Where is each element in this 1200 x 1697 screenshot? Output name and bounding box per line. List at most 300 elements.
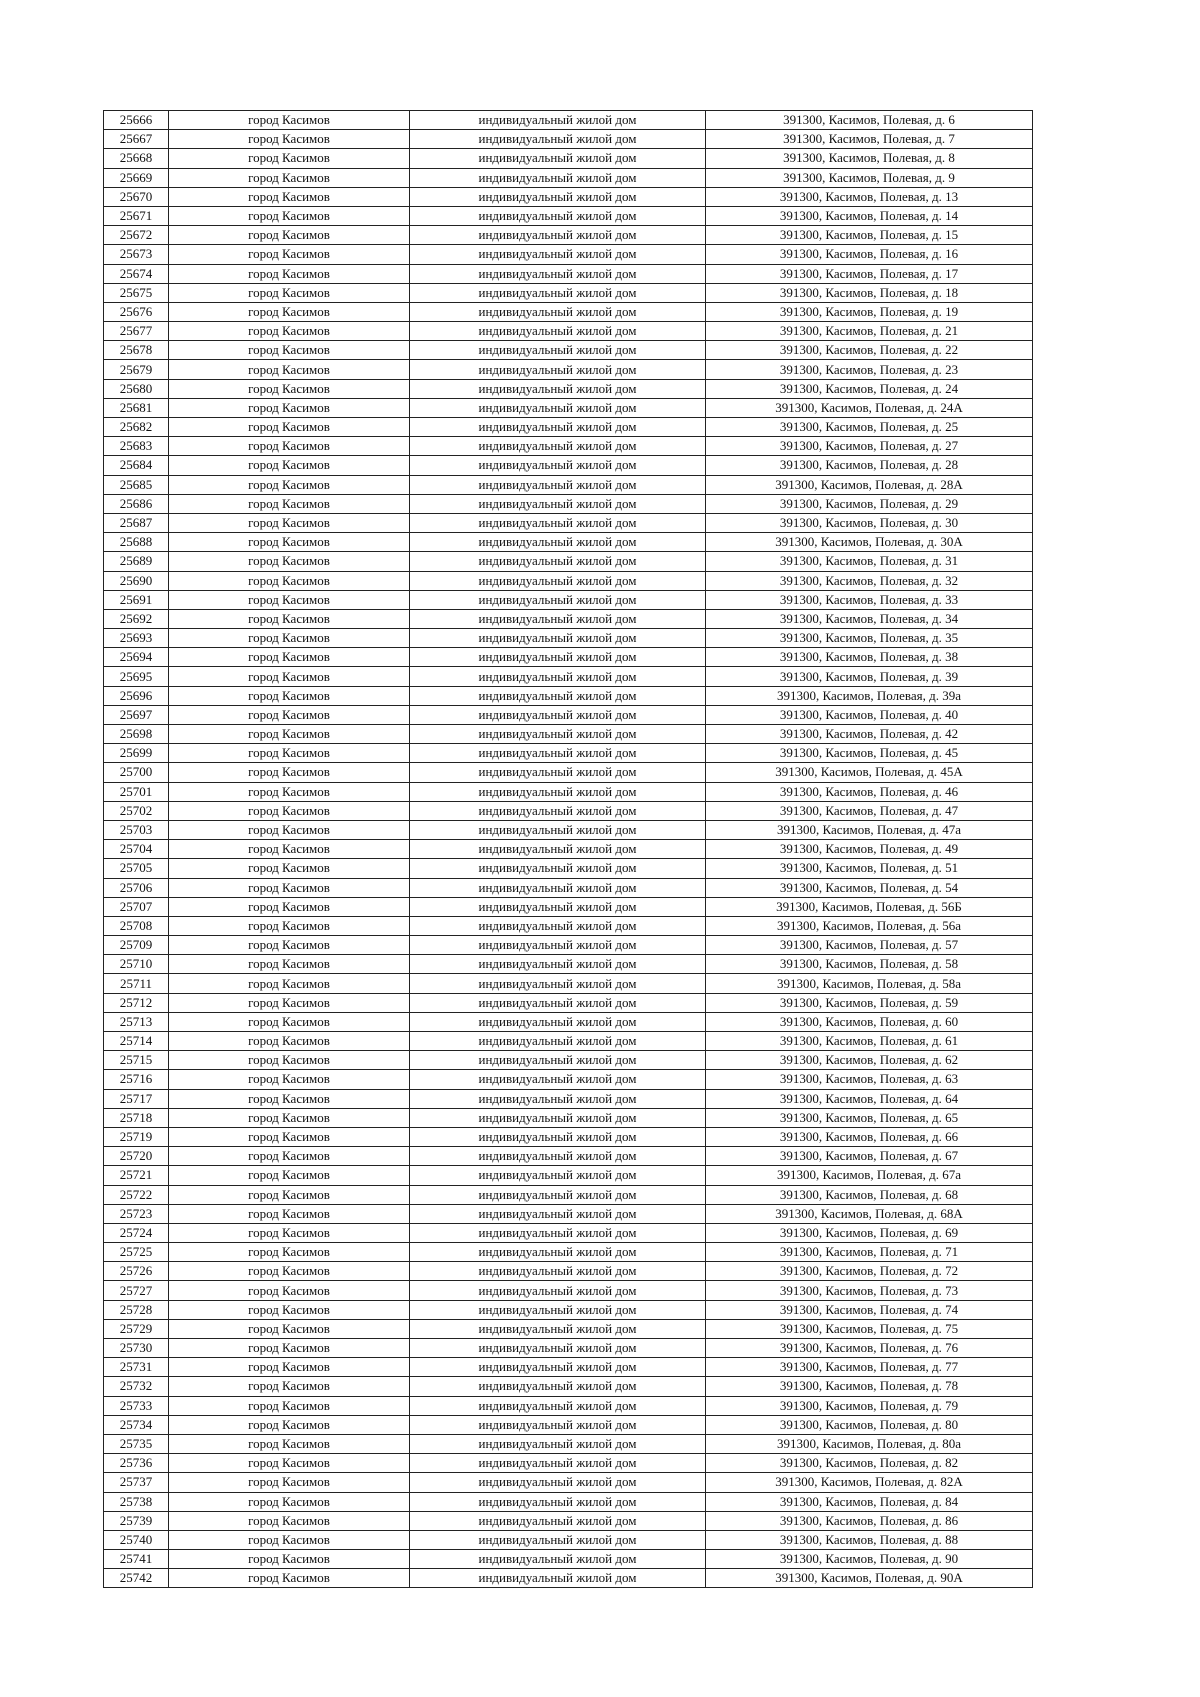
row-number-cell: 25704 (104, 840, 169, 859)
object-type-cell: индивидуальный жилой дом (410, 1070, 706, 1089)
locality-cell: город Касимов (169, 552, 410, 571)
object-type-cell: индивидуальный жилой дом (410, 283, 706, 302)
locality-cell: город Касимов (169, 1281, 410, 1300)
table-row (104, 1108, 1033, 1127)
object-type-cell: индивидуальный жилой дом (410, 801, 706, 820)
object-type-cell: индивидуальный жилой дом (410, 571, 706, 590)
table-body (104, 111, 1033, 1588)
table-row (104, 437, 1033, 456)
address-cell: 391300, Касимов, Полевая, д. 47 (706, 801, 1033, 820)
table-row (104, 1185, 1033, 1204)
locality-cell: город Касимов (169, 878, 410, 897)
table-row (104, 1012, 1033, 1031)
address-cell: 391300, Касимов, Полевая, д. 72 (706, 1262, 1033, 1281)
object-type-cell: индивидуальный жилой дом (410, 475, 706, 494)
table-row (104, 1530, 1033, 1549)
object-type-cell: индивидуальный жилой дом (410, 533, 706, 552)
table-row (104, 744, 1033, 763)
object-type-cell: индивидуальный жилой дом (410, 302, 706, 321)
table-row (104, 955, 1033, 974)
locality-cell: город Касимов (169, 648, 410, 667)
locality-cell: город Касимов (169, 1530, 410, 1549)
object-type-cell: индивидуальный жилой дом (410, 1339, 706, 1358)
table-row (104, 1204, 1033, 1223)
table-row (104, 840, 1033, 859)
table-row (104, 1032, 1033, 1051)
row-number-cell: 25696 (104, 686, 169, 705)
row-number-cell: 25681 (104, 398, 169, 417)
locality-cell: город Касимов (169, 1492, 410, 1511)
locality-cell: город Касимов (169, 686, 410, 705)
object-type-cell: индивидуальный жилой дом (410, 1511, 706, 1530)
address-cell: 391300, Касимов, Полевая, д. 23 (706, 360, 1033, 379)
table-row (104, 1339, 1033, 1358)
row-number-cell: 25690 (104, 571, 169, 590)
row-number-cell: 25676 (104, 302, 169, 321)
table-row (104, 1415, 1033, 1434)
object-type-cell: индивидуальный жилой дом (410, 609, 706, 628)
object-type-cell: индивидуальный жилой дом (410, 130, 706, 149)
locality-cell: город Касимов (169, 1454, 410, 1473)
locality-cell: город Касимов (169, 494, 410, 513)
row-number-cell: 25673 (104, 245, 169, 264)
table-row (104, 226, 1033, 245)
row-number-cell: 25688 (104, 533, 169, 552)
locality-cell: город Касимов (169, 897, 410, 916)
table-row (104, 820, 1033, 839)
table-row (104, 206, 1033, 225)
object-type-cell: индивидуальный жилой дом (410, 437, 706, 456)
locality-cell: город Касимов (169, 398, 410, 417)
locality-cell: город Касимов (169, 705, 410, 724)
row-number-cell: 25703 (104, 820, 169, 839)
locality-cell: город Касимов (169, 187, 410, 206)
address-cell: 391300, Касимов, Полевая, д. 77 (706, 1358, 1033, 1377)
address-cell: 391300, Касимов, Полевая, д. 68А (706, 1204, 1033, 1223)
address-cell: 391300, Касимов, Полевая, д. 45А (706, 763, 1033, 782)
object-type-cell: индивидуальный жилой дом (410, 1243, 706, 1262)
locality-cell: город Касимов (169, 245, 410, 264)
locality-cell: город Касимов (169, 533, 410, 552)
row-number-cell: 25667 (104, 130, 169, 149)
table-row (104, 1223, 1033, 1242)
locality-cell: город Касимов (169, 1223, 410, 1242)
address-cell: 391300, Касимов, Полевая, д. 31 (706, 552, 1033, 571)
row-number-cell: 25711 (104, 974, 169, 993)
locality-cell: город Касимов (169, 1377, 410, 1396)
object-type-cell: индивидуальный жилой дом (410, 705, 706, 724)
object-type-cell: индивидуальный жилой дом (410, 974, 706, 993)
row-number-cell: 25727 (104, 1281, 169, 1300)
address-cell: 391300, Касимов, Полевая, д. 62 (706, 1051, 1033, 1070)
address-cell: 391300, Касимов, Полевая, д. 71 (706, 1243, 1033, 1262)
address-cell: 391300, Касимов, Полевая, д. 19 (706, 302, 1033, 321)
object-type-cell: индивидуальный жилой дом (410, 1204, 706, 1223)
address-cell: 391300, Касимов, Полевая, д. 42 (706, 725, 1033, 744)
locality-cell: город Касимов (169, 840, 410, 859)
object-type-cell: индивидуальный жилой дом (410, 322, 706, 341)
table-row (104, 302, 1033, 321)
locality-cell: город Касимов (169, 916, 410, 935)
object-type-cell: индивидуальный жилой дом (410, 494, 706, 513)
row-number-cell: 25733 (104, 1396, 169, 1415)
table-row (104, 1127, 1033, 1146)
object-type-cell: индивидуальный жилой дом (410, 1032, 706, 1051)
object-type-cell: индивидуальный жилой дом (410, 1051, 706, 1070)
row-number-cell: 25734 (104, 1415, 169, 1434)
locality-cell: город Касимов (169, 1262, 410, 1281)
locality-cell: город Касимов (169, 1358, 410, 1377)
row-number-cell: 25737 (104, 1473, 169, 1492)
address-cell: 391300, Касимов, Полевая, д. 69 (706, 1223, 1033, 1242)
address-cell: 391300, Касимов, Полевая, д. 25 (706, 418, 1033, 437)
object-type-cell: индивидуальный жилой дом (410, 725, 706, 744)
object-type-cell: индивидуальный жилой дом (410, 1166, 706, 1185)
locality-cell: город Касимов (169, 1319, 410, 1338)
object-type-cell: индивидуальный жилой дом (410, 667, 706, 686)
locality-cell: город Касимов (169, 226, 410, 245)
locality-cell: город Касимов (169, 1396, 410, 1415)
table-row (104, 1550, 1033, 1569)
address-cell: 391300, Касимов, Полевая, д. 16 (706, 245, 1033, 264)
address-cell: 391300, Касимов, Полевая, д. 74 (706, 1300, 1033, 1319)
locality-cell: город Касимов (169, 206, 410, 225)
address-cell: 391300, Касимов, Полевая, д. 68 (706, 1185, 1033, 1204)
address-cell: 391300, Касимов, Полевая, д. 67 (706, 1147, 1033, 1166)
locality-cell: город Касимов (169, 936, 410, 955)
row-number-cell: 25713 (104, 1012, 169, 1031)
object-type-cell: индивидуальный жилой дом (410, 360, 706, 379)
object-type-cell: индивидуальный жилой дом (410, 168, 706, 187)
address-cell: 391300, Касимов, Полевая, д. 59 (706, 993, 1033, 1012)
object-type-cell: индивидуальный жилой дом (410, 782, 706, 801)
row-number-cell: 25687 (104, 513, 169, 532)
address-cell: 391300, Касимов, Полевая, д. 56Б (706, 897, 1033, 916)
row-number-cell: 25721 (104, 1166, 169, 1185)
table-row (104, 609, 1033, 628)
table-row (104, 705, 1033, 724)
row-number-cell: 25699 (104, 744, 169, 763)
address-cell: 391300, Касимов, Полевая, д. 61 (706, 1032, 1033, 1051)
table-row (104, 801, 1033, 820)
object-type-cell: индивидуальный жилой дом (410, 1530, 706, 1549)
row-number-cell: 25719 (104, 1127, 169, 1146)
address-cell: 391300, Касимов, Полевая, д. 58а (706, 974, 1033, 993)
object-type-cell: индивидуальный жилой дом (410, 1415, 706, 1434)
table-row (104, 859, 1033, 878)
object-type-cell: индивидуальный жилой дом (410, 1262, 706, 1281)
address-cell: 391300, Касимов, Полевая, д. 57 (706, 936, 1033, 955)
locality-cell: город Касимов (169, 820, 410, 839)
address-cell: 391300, Касимов, Полевая, д. 64 (706, 1089, 1033, 1108)
object-type-cell: индивидуальный жилой дом (410, 552, 706, 571)
row-number-cell: 25689 (104, 552, 169, 571)
address-cell: 391300, Касимов, Полевая, д. 28А (706, 475, 1033, 494)
locality-cell: город Касимов (169, 1204, 410, 1223)
locality-cell: город Касимов (169, 1511, 410, 1530)
row-number-cell: 25742 (104, 1569, 169, 1588)
locality-cell: город Касимов (169, 590, 410, 609)
row-number-cell: 25672 (104, 226, 169, 245)
locality-cell: город Касимов (169, 1569, 410, 1588)
locality-cell: город Касимов (169, 437, 410, 456)
object-type-cell: индивидуальный жилой дом (410, 936, 706, 955)
locality-cell: город Касимов (169, 302, 410, 321)
address-cell: 391300, Касимов, Полевая, д. 65 (706, 1108, 1033, 1127)
locality-cell: город Касимов (169, 859, 410, 878)
locality-cell: город Касимов (169, 974, 410, 993)
row-number-cell: 25682 (104, 418, 169, 437)
object-type-cell: индивидуальный жилой дом (410, 1550, 706, 1569)
locality-cell: город Касимов (169, 1243, 410, 1262)
address-cell: 391300, Касимов, Полевая, д. 27 (706, 437, 1033, 456)
table-row (104, 341, 1033, 360)
row-number-cell: 25694 (104, 648, 169, 667)
locality-cell: город Касимов (169, 513, 410, 532)
row-number-cell: 25684 (104, 456, 169, 475)
table-row (104, 360, 1033, 379)
table-row (104, 763, 1033, 782)
address-cell: 391300, Касимов, Полевая, д. 76 (706, 1339, 1033, 1358)
object-type-cell: индивидуальный жилой дом (410, 897, 706, 916)
address-cell: 391300, Касимов, Полевая, д. 49 (706, 840, 1033, 859)
address-cell: 391300, Касимов, Полевая, д. 67а (706, 1166, 1033, 1185)
object-type-cell: индивидуальный жилой дом (410, 1281, 706, 1300)
address-cell: 391300, Касимов, Полевая, д. 75 (706, 1319, 1033, 1338)
table-row (104, 1434, 1033, 1453)
row-number-cell: 25691 (104, 590, 169, 609)
table-row (104, 187, 1033, 206)
object-type-cell: индивидуальный жилой дом (410, 111, 706, 130)
table-row (104, 513, 1033, 532)
locality-cell: город Касимов (169, 667, 410, 686)
object-type-cell: индивидуальный жилой дом (410, 1569, 706, 1588)
table-row (104, 993, 1033, 1012)
locality-cell: город Касимов (169, 744, 410, 763)
address-cell: 391300, Касимов, Полевая, д. 66 (706, 1127, 1033, 1146)
locality-cell: город Касимов (169, 379, 410, 398)
object-type-cell: индивидуальный жилой дом (410, 1434, 706, 1453)
table-row (104, 1319, 1033, 1338)
object-type-cell: индивидуальный жилой дом (410, 1300, 706, 1319)
row-number-cell: 25710 (104, 955, 169, 974)
table-row (104, 379, 1033, 398)
object-type-cell: индивидуальный жилой дом (410, 226, 706, 245)
address-cell: 391300, Касимов, Полевая, д. 32 (706, 571, 1033, 590)
address-cell: 391300, Касимов, Полевая, д. 60 (706, 1012, 1033, 1031)
row-number-cell: 25680 (104, 379, 169, 398)
object-type-cell: индивидуальный жилой дом (410, 629, 706, 648)
address-cell: 391300, Касимов, Полевая, д. 39 (706, 667, 1033, 686)
object-type-cell: индивидуальный жилой дом (410, 763, 706, 782)
address-cell: 391300, Касимов, Полевая, д. 82 (706, 1454, 1033, 1473)
address-cell: 391300, Касимов, Полевая, д. 35 (706, 629, 1033, 648)
object-type-cell: индивидуальный жилой дом (410, 341, 706, 360)
locality-cell: город Касимов (169, 609, 410, 628)
address-cell: 391300, Касимов, Полевая, д. 39а (706, 686, 1033, 705)
object-type-cell: индивидуальный жилой дом (410, 149, 706, 168)
locality-cell: город Касимов (169, 149, 410, 168)
table-row (104, 629, 1033, 648)
row-number-cell: 25732 (104, 1377, 169, 1396)
table-row (104, 878, 1033, 897)
locality-cell: город Касимов (169, 322, 410, 341)
locality-cell: город Касимов (169, 1012, 410, 1031)
locality-cell: город Касимов (169, 456, 410, 475)
row-number-cell: 25715 (104, 1051, 169, 1070)
locality-cell: город Касимов (169, 1147, 410, 1166)
locality-cell: город Касимов (169, 418, 410, 437)
address-cell: 391300, Касимов, Полевая, д. 45 (706, 744, 1033, 763)
address-cell: 391300, Касимов, Полевая, д. 22 (706, 341, 1033, 360)
locality-cell: город Касимов (169, 341, 410, 360)
address-cell: 391300, Касимов, Полевая, д. 54 (706, 878, 1033, 897)
object-type-cell: индивидуальный жилой дом (410, 245, 706, 264)
locality-cell: город Касимов (169, 1415, 410, 1434)
table-row (104, 1454, 1033, 1473)
row-number-cell: 25705 (104, 859, 169, 878)
row-number-cell: 25674 (104, 264, 169, 283)
row-number-cell: 25701 (104, 782, 169, 801)
table-row (104, 916, 1033, 935)
row-number-cell: 25720 (104, 1147, 169, 1166)
housing-register-table (103, 110, 1033, 1588)
row-number-cell: 25702 (104, 801, 169, 820)
object-type-cell: индивидуальный жилой дом (410, 916, 706, 935)
address-cell: 391300, Касимов, Полевая, д. 78 (706, 1377, 1033, 1396)
table-row (104, 1358, 1033, 1377)
object-type-cell: индивидуальный жилой дом (410, 187, 706, 206)
object-type-cell: индивидуальный жилой дом (410, 878, 706, 897)
row-number-cell: 25723 (104, 1204, 169, 1223)
table-row (104, 1089, 1033, 1108)
row-number-cell: 25706 (104, 878, 169, 897)
row-number-cell: 25724 (104, 1223, 169, 1242)
row-number-cell: 25730 (104, 1339, 169, 1358)
locality-cell: город Касимов (169, 1166, 410, 1185)
row-number-cell: 25716 (104, 1070, 169, 1089)
table-row (104, 418, 1033, 437)
table-row (104, 1262, 1033, 1281)
locality-cell: город Касимов (169, 1070, 410, 1089)
address-cell: 391300, Касимов, Полевая, д. 58 (706, 955, 1033, 974)
address-cell: 391300, Касимов, Полевая, д. 24 (706, 379, 1033, 398)
object-type-cell: индивидуальный жилой дом (410, 820, 706, 839)
row-number-cell: 25697 (104, 705, 169, 724)
locality-cell: город Касимов (169, 763, 410, 782)
table-row (104, 571, 1033, 590)
locality-cell: город Касимов (169, 1473, 410, 1492)
object-type-cell: индивидуальный жилой дом (410, 206, 706, 225)
row-number-cell: 25708 (104, 916, 169, 935)
table-row (104, 1281, 1033, 1300)
locality-cell: город Касимов (169, 360, 410, 379)
locality-cell: город Касимов (169, 1185, 410, 1204)
row-number-cell: 25728 (104, 1300, 169, 1319)
locality-cell: город Касимов (169, 725, 410, 744)
address-cell: 391300, Касимов, Полевая, д. 7 (706, 130, 1033, 149)
row-number-cell: 25698 (104, 725, 169, 744)
address-cell: 391300, Касимов, Полевая, д. 30 (706, 513, 1033, 532)
object-type-cell: индивидуальный жилой дом (410, 1358, 706, 1377)
address-cell: 391300, Касимов, Полевая, д. 79 (706, 1396, 1033, 1415)
table-row (104, 725, 1033, 744)
address-cell: 391300, Касимов, Полевая, д. 63 (706, 1070, 1033, 1089)
object-type-cell: индивидуальный жилой дом (410, 744, 706, 763)
table-row (104, 398, 1033, 417)
locality-cell: город Касимов (169, 475, 410, 494)
row-number-cell: 25707 (104, 897, 169, 916)
object-type-cell: индивидуальный жилой дом (410, 1108, 706, 1127)
address-cell: 391300, Касимов, Полевая, д. 82А (706, 1473, 1033, 1492)
table-row (104, 456, 1033, 475)
object-type-cell: индивидуальный жилой дом (410, 1319, 706, 1338)
address-cell: 391300, Касимов, Полевая, д. 14 (706, 206, 1033, 225)
table-row (104, 111, 1033, 130)
address-cell: 391300, Касимов, Полевая, д. 18 (706, 283, 1033, 302)
row-number-cell: 25686 (104, 494, 169, 513)
row-number-cell: 25693 (104, 629, 169, 648)
address-cell: 391300, Касимов, Полевая, д. 56а (706, 916, 1033, 935)
row-number-cell: 25740 (104, 1530, 169, 1549)
locality-cell: город Касимов (169, 1339, 410, 1358)
address-cell: 391300, Касимов, Полевая, д. 17 (706, 264, 1033, 283)
object-type-cell: индивидуальный жилой дом (410, 1473, 706, 1492)
object-type-cell: индивидуальный жилой дом (410, 993, 706, 1012)
address-cell: 391300, Касимов, Полевая, д. 88 (706, 1530, 1033, 1549)
row-number-cell: 25714 (104, 1032, 169, 1051)
locality-cell: город Касимов (169, 283, 410, 302)
row-number-cell: 25670 (104, 187, 169, 206)
table-row (104, 533, 1033, 552)
row-number-cell: 25700 (104, 763, 169, 782)
locality-cell: город Касимов (169, 1089, 410, 1108)
row-number-cell: 25709 (104, 936, 169, 955)
object-type-cell: индивидуальный жилой дом (410, 1147, 706, 1166)
table-row (104, 1473, 1033, 1492)
address-cell: 391300, Касимов, Полевая, д. 40 (706, 705, 1033, 724)
row-number-cell: 25678 (104, 341, 169, 360)
address-cell: 391300, Касимов, Полевая, д. 21 (706, 322, 1033, 341)
table-row (104, 1492, 1033, 1511)
object-type-cell: индивидуальный жилой дом (410, 590, 706, 609)
address-cell: 391300, Касимов, Полевая, д. 80 (706, 1415, 1033, 1434)
locality-cell: город Касимов (169, 1434, 410, 1453)
table-row (104, 149, 1033, 168)
address-cell: 391300, Касимов, Полевая, д. 84 (706, 1492, 1033, 1511)
locality-cell: город Касимов (169, 1108, 410, 1127)
address-cell: 391300, Касимов, Полевая, д. 15 (706, 226, 1033, 245)
row-number-cell: 25692 (104, 609, 169, 628)
table-row (104, 1051, 1033, 1070)
address-cell: 391300, Касимов, Полевая, д. 28 (706, 456, 1033, 475)
address-cell: 391300, Касимов, Полевая, д. 8 (706, 149, 1033, 168)
object-type-cell: индивидуальный жилой дом (410, 513, 706, 532)
table-row (104, 552, 1033, 571)
row-number-cell: 25683 (104, 437, 169, 456)
table-row (104, 168, 1033, 187)
table-row (104, 1070, 1033, 1089)
table-row (104, 1243, 1033, 1262)
object-type-cell: индивидуальный жилой дом (410, 1377, 706, 1396)
object-type-cell: индивидуальный жилой дом (410, 418, 706, 437)
row-number-cell: 25679 (104, 360, 169, 379)
object-type-cell: индивидуальный жилой дом (410, 1185, 706, 1204)
object-type-cell: индивидуальный жилой дом (410, 456, 706, 475)
table-row (104, 648, 1033, 667)
locality-cell: город Касимов (169, 1550, 410, 1569)
locality-cell: город Касимов (169, 1051, 410, 1070)
